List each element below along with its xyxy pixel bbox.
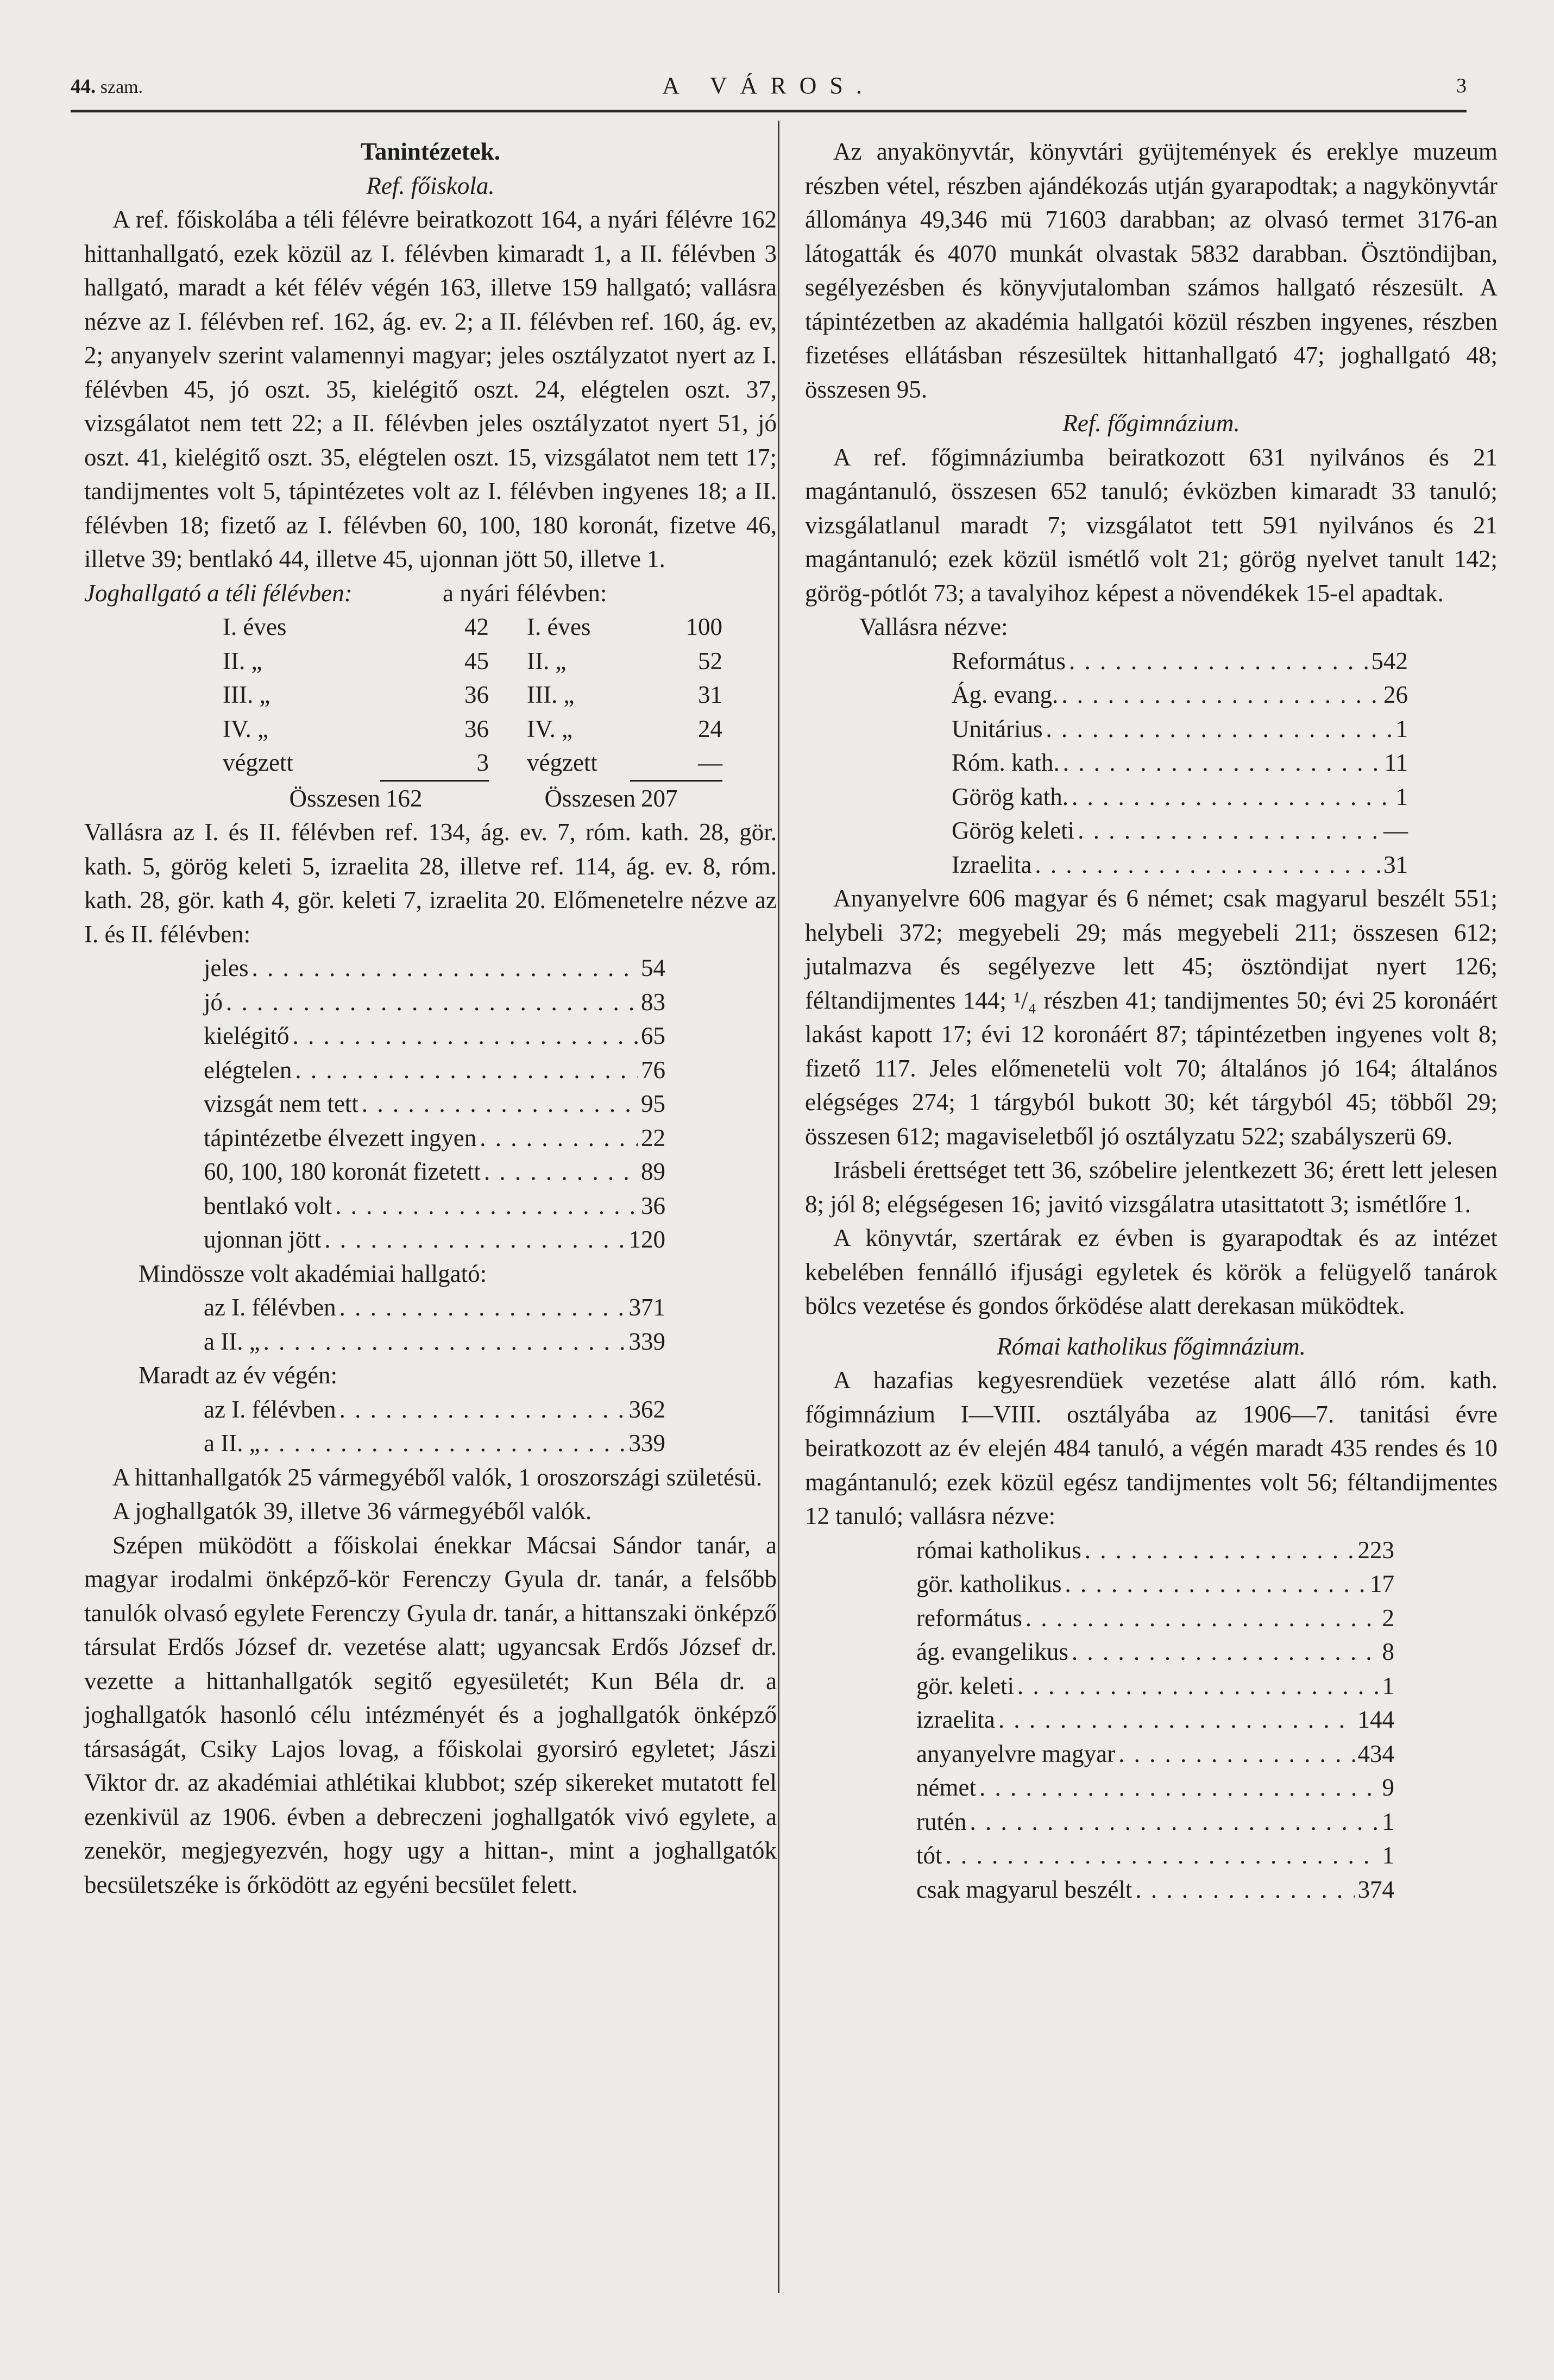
remained-row-value: 339 xyxy=(628,1430,665,1457)
catholic-row-label: rutén xyxy=(916,1808,967,1835)
leader-dots xyxy=(979,1771,1379,1805)
catholic-row-label: csak magyarul beszélt xyxy=(916,1875,1133,1903)
catholic-row xyxy=(916,1669,1394,1703)
religion-row xyxy=(952,712,1408,746)
student-table-cell: 42 xyxy=(464,613,489,640)
paragraph-law-origin: A joghallgatók 39, illetve 36 vármegyéből valók. xyxy=(112,1497,592,1525)
progress-row-value: 65 xyxy=(641,1022,665,1049)
remained-row xyxy=(204,1426,665,1460)
religion-row xyxy=(952,814,1408,848)
student-table-cell: I. éves xyxy=(527,613,591,640)
religion-row-label: Református xyxy=(952,647,1066,675)
catholic-row-label: római katholikus xyxy=(916,1536,1081,1564)
student-table-cell: 100 xyxy=(685,613,722,640)
student-table-rows xyxy=(84,610,777,782)
student-table-row xyxy=(84,644,777,678)
remained-row-value: 362 xyxy=(628,1395,665,1423)
catholic-row-value: 1 xyxy=(1382,1842,1394,1869)
catholic-row-label: ág. evangelikus xyxy=(916,1638,1068,1665)
religion-row-value: 26 xyxy=(1383,681,1408,708)
religion-row xyxy=(952,848,1408,882)
catholic-heading: Római katholikus főgimnázium. xyxy=(997,1332,1306,1360)
progress-row-label: bentlakó volt xyxy=(204,1192,332,1219)
academic-list xyxy=(204,1290,665,1358)
catholic-row-value: 1 xyxy=(1382,1672,1394,1699)
religion-row xyxy=(952,746,1408,780)
catholic-row-label: gör. keleti xyxy=(916,1672,1014,1699)
progress-row xyxy=(204,1053,665,1087)
student-table-cell: IV. „ xyxy=(527,715,573,742)
leader-dots xyxy=(1072,780,1393,814)
page-number: 3 xyxy=(1456,74,1467,97)
leader-dots xyxy=(295,1053,638,1087)
leader-dots xyxy=(946,1838,1379,1873)
student-table-cell: — xyxy=(630,746,722,782)
religion-row xyxy=(952,780,1408,814)
paragraph-exams: Irásbeli érettséget tett 36, szóbelire jelentkezett 36; érett lett jelesen 8; jól 8; elégségesen 16; javitó vizsgálatra utasittatott 3; ismétlőre 1. xyxy=(805,1156,1498,1218)
academic-row-value: 371 xyxy=(628,1294,665,1321)
progress-row-label: 60, 100, 180 koronát fizetett xyxy=(204,1158,481,1185)
leader-dots xyxy=(1061,678,1380,712)
paragraph-college: A ref. főiskolába a téli félévre beiratkozott 164, a nyári félévre 162 hittanhallgató, ezek közül az I. félévben kimaradt 1, a II. félévben 3 hallgató, maradt a két félév végén 163, illetve 159 hallgató; vallásra nézve az I. félévben ref. 162, ág. ev. 2; a II. félévben ref. 160, ág. ev, 2; anyanyelv szerint valamennyi magyar; jeles osztályzatot nyert az I. félévben 45, jó oszt. 35, kielégitő oszt. 24, elégtelen oszt. 37, vizsgálatot nem tett 22; a II. félévben jeles osztályzatot nyert 51, jó oszt. 41, kielégitő oszt. 35, elégtelen oszt. 15, vizsgálatot nem tett 17; tandijmentes volt 5, tápintézetes volt az I. félévben ingyenes 18; a II. félévben 18; fizető az I. félévben 60, 100, 180 koronát, fizetve 46, illetve 39; bentlakó 44, illetve 45, ujonnan jött 50, illetve 1. xyxy=(84,206,777,572)
page-header xyxy=(71,72,1467,110)
remained-heading: Maradt az év végén: xyxy=(139,1362,338,1389)
student-table-cell: végzett xyxy=(223,749,293,776)
student-table-cell: végzett xyxy=(527,749,597,776)
progress-row-label: kielégitő xyxy=(204,1022,290,1049)
academic-row-value: 339 xyxy=(628,1327,665,1355)
leader-dots xyxy=(480,1121,638,1155)
religion-row-label: Görög keleti xyxy=(952,817,1075,844)
catholic-row-label: izraelita xyxy=(916,1706,995,1733)
religion-row-label: Unitárius xyxy=(952,715,1043,742)
leader-dots xyxy=(1063,746,1381,780)
progress-row xyxy=(204,1121,665,1155)
student-table-cell: III. „ xyxy=(223,681,270,708)
student-table-cell: I. éves xyxy=(223,613,287,640)
student-table-cell: II. „ xyxy=(527,647,567,675)
religion-row-value: 31 xyxy=(1383,851,1408,878)
paragraph-library: Az anyakönyvtár, könyvtári gyüjtemények és ereklye muzeum részben vétel, részben ajándékozás utján gyarapodtak; a nagykönyvtár állománya 49,346 mü 71603 darabban; az olvasó termet 3176-an látogatták és 4070 munkát olvastak 5832 darabban. Ösztöndijban, segélyezésben és könyvjutalomban számos hallgató részesült. A tápintézetben az akadémia hallgatói közül részben ingyenes, részben fizetéses ellátásban részesültek hittanhallgató 47; joghallgató 48; összesen 95. xyxy=(805,138,1498,403)
religion-row-label: Róm. kath. xyxy=(952,749,1060,776)
religion-row-label: Görög kath. xyxy=(952,783,1068,810)
catholic-row xyxy=(916,1771,1394,1805)
leader-dots xyxy=(226,985,638,1019)
progress-row-value: 83 xyxy=(641,988,665,1016)
progress-row-label: vizsgát nem tett xyxy=(204,1090,358,1117)
leader-dots xyxy=(339,1393,626,1427)
catholic-row xyxy=(916,1703,1394,1737)
student-table-row xyxy=(84,712,777,746)
paragraph-gymnasium: A ref. főgimnáziumba beiratkozott 631 nyilvános és 21 magántanuló, összesen 652 tanuló; évközben kimaradt 33 tanuló; vizsgálatlanul maradt 7; vizsgálatot tett 591 nyilvános és 21 magántanuló; ezek közül ismétlő volt 21; görög nyelvet tanult 142; görög-pótlót 73; a tavalyihoz képest a növendékek 15-el apadtak. xyxy=(805,443,1498,607)
catholic-row xyxy=(916,1873,1394,1907)
leader-dots xyxy=(1017,1669,1379,1703)
student-table xyxy=(84,576,777,816)
catholic-row xyxy=(916,1567,1394,1601)
right-column xyxy=(805,130,1498,1906)
catholic-row-value: 374 xyxy=(1357,1875,1394,1903)
masthead-title: A VÁROS. xyxy=(662,72,875,99)
leader-dots xyxy=(1065,1567,1367,1601)
leader-dots xyxy=(998,1703,1355,1737)
progress-row xyxy=(204,1155,665,1189)
leader-dots xyxy=(1046,712,1392,746)
leader-dots xyxy=(484,1155,638,1189)
student-table-total: Összesen 162 Összesen 207 xyxy=(289,784,678,812)
catholic-row xyxy=(916,1737,1394,1771)
catholic-row-label: gör. katholikus xyxy=(916,1570,1062,1597)
religion-list xyxy=(952,644,1408,882)
paragraph-societies: Szépen müködött a főiskolai énekkar Mácsai Sándor tanár, a magyar irodalmi önképző-kör Ferenczy Gyula dr. tanár, a felsőbb tanulók olvasó egylete Ferenczy Gyula dr. tanár, a hittanszaki önképző társulat Erdős József dr. vezetése alatt; ugyancsak Erdős József dr. vezette a hittanhallgatók segitő egyesületét; Kun Béla dr. a joghallgatók hasonló célu intézményét és a joghallgatók önképző társaságát, Csiky Lajos lovag, a főiskolai gyorsiró egyletet; Jászi Viktor dr. az akadémiai athlétikai klubbot; szép sikereket mutatott fel ezenkivül az 1906. évben a debreczeni joghallgatók vivó egylete, a zenekör, megjegyezvén, hogy ugy a hittan-, mint a joghallgatók becsületszéke is őrködött az egyéni becsület felett. xyxy=(84,1531,777,1898)
student-table-header: Joghallgató a téli félévben: a nyári félévben: xyxy=(84,579,607,607)
catholic-row-value: 17 xyxy=(1370,1570,1394,1597)
progress-row-value: 89 xyxy=(641,1158,665,1185)
paragraph-catholic: A hazafias kegyesrendüek vezetése alatt álló róm. kath. főgimnázium I—VIII. osztályába az 1906—7. tanitási évre beiratkozott az év elején 484 tanuló, a végén maradt 435 rendes és 10 magántanuló; ezek közül egész tandijmentes volt 56; féltandijmentes 12 tanuló; vallásra nézve: xyxy=(805,1367,1498,1529)
leader-dots xyxy=(1135,1873,1354,1907)
progress-row-value: 36 xyxy=(641,1192,665,1219)
leader-dots xyxy=(251,951,638,985)
religion-row-label: Ág. evang. xyxy=(952,681,1059,708)
student-table-cell: 52 xyxy=(698,647,722,675)
student-table-cell: III. „ xyxy=(527,681,575,708)
progress-row-value: 76 xyxy=(641,1056,665,1084)
leader-dots xyxy=(1025,1601,1379,1635)
student-table-cell: 36 xyxy=(464,681,489,708)
leader-dots xyxy=(339,1290,626,1325)
student-table-cell: IV. „ xyxy=(223,715,269,742)
catholic-row xyxy=(916,1805,1394,1839)
column-divider xyxy=(778,121,779,2293)
student-table-cell: 31 xyxy=(698,681,722,708)
leader-dots xyxy=(263,1325,626,1359)
progress-row xyxy=(204,1087,665,1121)
catholic-row-value: 223 xyxy=(1357,1536,1394,1564)
religion-row-value: 11 xyxy=(1384,749,1408,776)
catholic-row-value: 434 xyxy=(1357,1740,1394,1767)
leader-dots xyxy=(1072,1635,1379,1669)
catholic-row-label: német xyxy=(916,1774,976,1801)
academic-heading: Mindössze volt akadémiai hallgató: xyxy=(139,1260,487,1287)
leader-dots xyxy=(970,1805,1379,1839)
religion-row-value: 542 xyxy=(1371,647,1408,675)
leader-dots xyxy=(1078,814,1380,848)
academic-row-label: a II. „ xyxy=(204,1327,260,1355)
leader-dots xyxy=(1035,848,1380,882)
paragraph-theology-origin: A hittanhallgatók 25 vármegyéből valók, 1 oroszországi születésü. xyxy=(112,1463,762,1491)
leader-dots xyxy=(1085,1533,1355,1567)
catholic-row xyxy=(916,1533,1394,1567)
religion-row-value: — xyxy=(1383,817,1408,844)
progress-list xyxy=(204,951,665,1257)
catholic-row-value: 144 xyxy=(1357,1706,1394,1733)
progress-row-value: 22 xyxy=(641,1124,665,1151)
leader-dots xyxy=(292,1019,638,1053)
leader-dots xyxy=(335,1189,638,1223)
catholic-row-value: 1 xyxy=(1382,1808,1394,1835)
catholic-row-value: 2 xyxy=(1382,1604,1394,1632)
paragraph-language: Anyanyelvre 606 magyar és 6 német; csak magyarul beszélt 551; helybeli 372; megyebeli 29; más megyebeli 211; összesen 612; jutalmazva és segélyezve lett 45; ösztöndijat nyert 126; féltandijmentes 144; ¹/₄ részben 41; tandijmentes 50; évi 25 koronáért lakást kapott 17; évi 12 koronáért 87; tápintézetben ingyenes volt 8; fizető 117. Jeles előmenetelü volt 70; általános jó 164; általános elégséges 274; 1 tárgyból bukott 30; két tárgyból 45; többől 29; összesen 612; magaviseletből jó osztályzatu 522; szabályszerü 69. xyxy=(805,885,1498,1150)
paragraph-religion: Vallásra az I. és II. félévben ref. 134, ág. ev. 7, róm. kath. 28, gör. kath. 5, görög keleti 5, izraelita 28, illetve ref. 114, ág. ev. 8, róm. kath. 28, gör. kath 4, gör. keleti 7, izraelita 20. Előmenetelre nézve az I. és II. félévben: xyxy=(84,818,777,948)
leader-dots xyxy=(362,1087,638,1121)
student-table-row xyxy=(84,746,777,782)
academic-row-label: az I. félévben xyxy=(204,1294,336,1321)
religion-row xyxy=(952,678,1408,712)
progress-row-value: 54 xyxy=(641,954,665,981)
academic-row xyxy=(204,1290,665,1325)
left-column xyxy=(84,130,777,1902)
student-table-cell: II. „ xyxy=(223,647,262,675)
progress-row-value: 120 xyxy=(628,1226,665,1253)
catholic-row xyxy=(916,1838,1394,1873)
progress-row xyxy=(204,951,665,985)
subsection-heading: Ref. főiskola. xyxy=(366,172,495,199)
student-table-cell: 3 xyxy=(380,746,489,782)
leader-dots xyxy=(1118,1737,1354,1771)
student-table-cell: 45 xyxy=(464,647,489,675)
leader-dots xyxy=(324,1223,625,1257)
leader-dots xyxy=(263,1426,626,1460)
progress-row xyxy=(204,1019,665,1053)
academic-row xyxy=(204,1325,665,1359)
religion-heading: Vallásra nézve: xyxy=(859,613,1008,640)
religion-row-label: Izraelita xyxy=(952,851,1032,878)
progress-row-label: jó xyxy=(204,988,223,1016)
progress-row-value: 95 xyxy=(641,1090,665,1117)
leader-dots xyxy=(1069,644,1368,678)
student-table-row xyxy=(84,610,777,644)
student-table-cell: 36 xyxy=(464,715,489,742)
student-table-row xyxy=(84,678,777,712)
progress-row-label: ujonnan jött xyxy=(204,1226,322,1253)
catholic-row-value: 9 xyxy=(1382,1774,1394,1801)
catholic-row-label: tót xyxy=(916,1842,942,1869)
catholic-row xyxy=(916,1635,1394,1669)
remained-row-label: az I. félévben xyxy=(204,1395,336,1423)
catholic-row-label: anyanyelvre magyar xyxy=(916,1740,1116,1767)
issue-number: 44. szam. xyxy=(71,75,143,98)
progress-row-label: jeles xyxy=(204,954,249,981)
remained-row xyxy=(204,1393,665,1427)
religion-row xyxy=(952,644,1408,678)
remained-row-label: a II. „ xyxy=(204,1430,260,1457)
paragraph-library-growth: A könyvtár, szertárak ez évben is gyarapodtak és az intézet kebelében fennálló ifjusági egyletek és körök a felügyelő tanárok bölcs vezetése és gondos őrködése alatt derekasan müködtek. xyxy=(805,1224,1498,1319)
gymnasium-heading: Ref. főgimnázium. xyxy=(1062,410,1240,437)
catholic-row xyxy=(916,1601,1394,1635)
progress-row-label: elégtelen xyxy=(204,1056,292,1084)
remained-list xyxy=(204,1393,665,1460)
catholic-row-label: református xyxy=(916,1604,1022,1632)
progress-row xyxy=(204,985,665,1019)
religion-row-value: 1 xyxy=(1395,715,1408,742)
progress-row xyxy=(204,1223,665,1257)
header-rule xyxy=(71,110,1467,112)
student-table-cell: 24 xyxy=(698,715,722,742)
catholic-list xyxy=(916,1533,1394,1907)
progress-row-label: tápintézetbe élvezett ingyen xyxy=(204,1124,477,1151)
catholic-row-value: 8 xyxy=(1382,1638,1394,1665)
religion-row-value: 1 xyxy=(1395,783,1408,810)
section-heading: Tanintézetek. xyxy=(360,138,501,165)
progress-row xyxy=(204,1189,665,1223)
